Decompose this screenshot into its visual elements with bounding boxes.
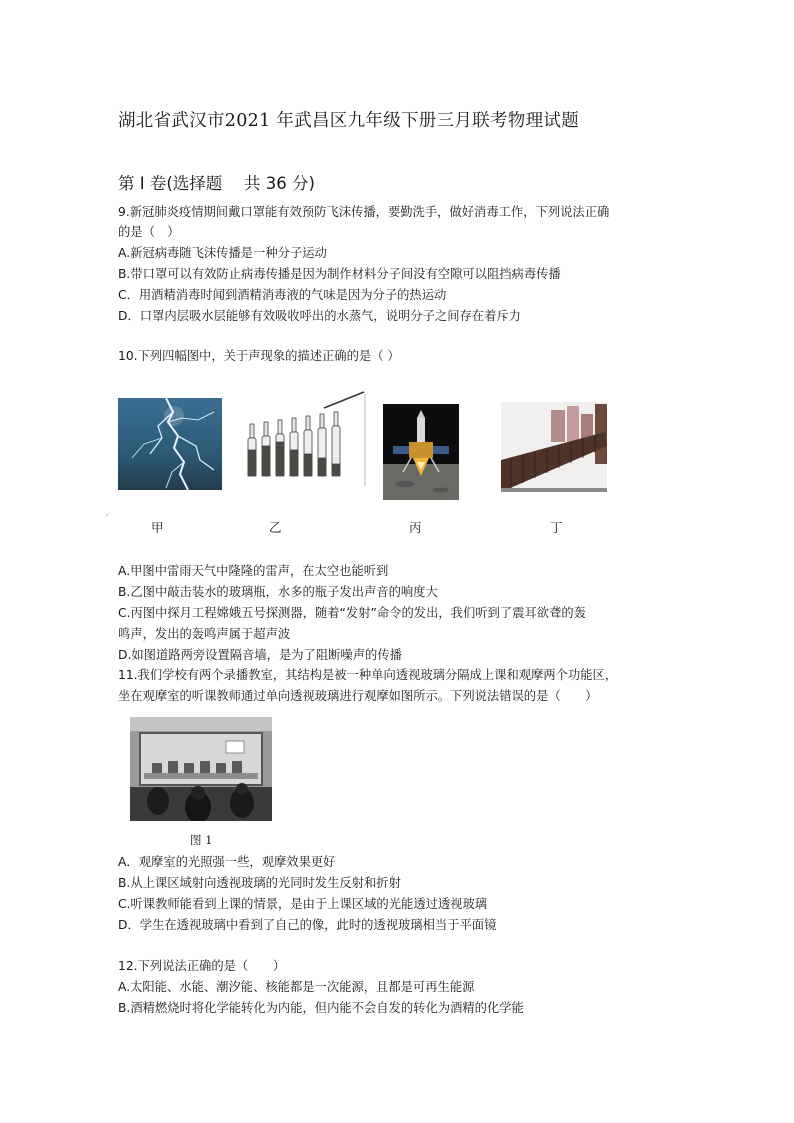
q10-option-c-line2: 鸣声，发出的轰鸣声属于超声波: [118, 627, 291, 641]
q11-option-d: D．学生在透视玻璃中看到了自己的像，此时的透视玻璃相当于平面镜: [118, 918, 497, 932]
figure-sound-barrier: [501, 402, 607, 492]
scan-mark: ': [106, 513, 109, 522]
q9-stem-line1: 9.新冠肺炎疫情期间戴口罩能有效预防飞沫传播，要勤洗手，做好消毒工作，下列说法正确: [118, 205, 610, 219]
q9-stem-line2: 的是（ ）: [118, 225, 180, 239]
q10-option-c-line1: C.丙图中探月工程嫦娥五号探测器，随着“发射”命令的发出，我们听到了震耳欲聋的轰: [118, 606, 586, 620]
q12-option-b: B.酒精燃烧时将化学能转化为内能，但内能不会自发的转化为酒精的化学能: [118, 1001, 524, 1015]
q11-option-c: C.听课教师能看到上课的情景，是由于上课区域的光能透过透视玻璃: [118, 897, 488, 911]
q11-option-a: A．观摩室的光照强一些，观摩效果更好: [118, 855, 336, 869]
figure-label-ding: 丁: [550, 520, 563, 535]
q11-stem-line1: 11.我们学校有两个录播教室，其结构是被一种单向透视玻璃分隔成上课和观摩两个功能区，: [118, 668, 618, 682]
q12-stem: 12.下列说法正确的是（ ）: [118, 959, 286, 973]
q9-option-b: B.带口罩可以有效防止病毒传播是因为制作材料分子间没有空隙可以阻挡病毒传播: [118, 267, 561, 281]
q11-option-b: B.从上课区域射向透视玻璃的光同时发生反射和折射: [118, 876, 401, 890]
q12-option-a: A.太阳能、水能、潮汐能、核能都是一次能源，且都是可再生能源: [118, 980, 475, 994]
page-title: 湖北省武汉市2021 年武昌区九年级下册三月联考物理试题: [118, 111, 579, 131]
figure-label-bing: 丙: [409, 520, 422, 535]
figure-bottles: [244, 388, 368, 494]
q9-option-a: A.新冠病毒随飞沫传播是一种分子运动: [118, 246, 327, 260]
q10-option-b: B.乙图中敲击装水的玻璃瓶，水多的瓶子发出声音的响度大: [118, 585, 438, 599]
figure-caption: 图 1: [190, 833, 213, 847]
q9-option-c: C．用酒精消毒时闻到酒精消毒液的气味是因为分子的热运动: [118, 288, 447, 302]
q10-option-a: A.甲图中雷雨天气中隆隆的雷声，在太空也能听到: [118, 564, 389, 578]
figure-lightning: [118, 398, 222, 490]
q11-stem-line2: 坐在观摩室的听课教师通过单向透视玻璃进行观摩如图所示。下列说法错误的是（ ）: [118, 689, 598, 703]
figure-label-yi: 乙: [269, 520, 282, 535]
figure-observation-room: [130, 717, 272, 821]
figure-label-jia: 甲: [151, 520, 164, 535]
q10-stem: 10.下列四幅图中，关于声现象的描述正确的是（ ）: [118, 349, 400, 363]
section-heading: 第 I 卷(选择题 共 36 分): [118, 174, 315, 193]
q10-option-d: D.如图道路两旁设置隔音墙，是为了阻断噪声的传播: [118, 648, 402, 662]
figure-lunar-probe: [383, 404, 459, 500]
q9-option-d: D．口罩内层吸水层能够有效吸收呼出的水蒸气，说明分子之间存在着斥力: [118, 309, 521, 323]
